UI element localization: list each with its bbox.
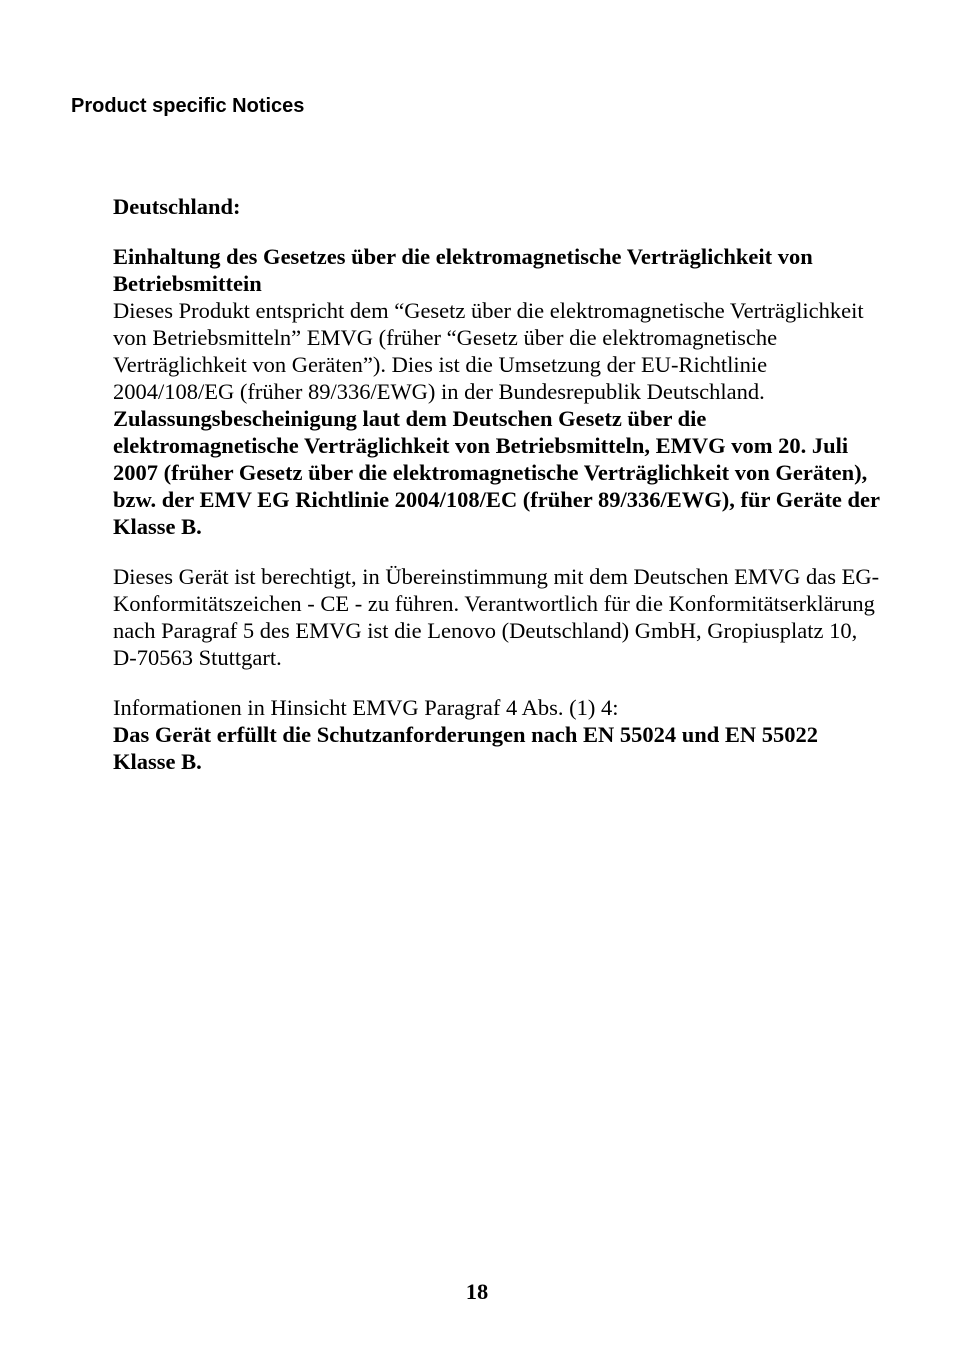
emc-compliance-body: Dieses Produkt entspricht dem “Gesetz über die elektromagnetische Verträglichkeit von Betriebsmitteln” EMVG (früher “Gesetz über die elektromagnetische Verträglichkeit von Geräten”). Dies ist die Umsetzung der EU-Richtlinie 2004/108/EG (früher 89/336/EWG) in der Bundesrepublik Deutschland.	[113, 298, 864, 404]
ce-marking-paragraph: Dieses Gerät ist berechtigt, in Übereinstimmung mit dem Deutschen EMVG das EG-Konformitätszeichen - CE - zu führen. Verantwortlich für die Konformitätserklärung nach Paragraf 5 des EMVG ist die Lenovo (Deutschland) GmbH, Gropiusplatz 10, D-70563 Stuttgart.	[113, 564, 880, 670]
section-title: Product specific Notices	[71, 95, 305, 117]
protection-requirements-statement: Das Gerät erfüllt die Schutzanforderungen nach EN 55024 und EN 55022 Klasse B.	[113, 722, 819, 774]
country-heading: Deutschland:	[113, 194, 241, 219]
page-number: 18	[465, 1279, 489, 1304]
emc-compliance-heading: Einhaltung des Gesetzes über die elektromagnetische Verträglichkeit von Betriebsmittein	[113, 244, 813, 296]
notice-content	[113, 193, 883, 775]
approval-statement: Zulassungsbescheinigung laut dem Deutschen Gesetz über die elektromagnetische Verträglichkeit von Betriebsmitteln, EMVG vom 20. Juli 2007 (früher Gesetz über die elektromagnetische Verträglichkeit von Geräten), bzw. der EMV EG Richtlinie 2004/108/EC (früher 89/336/EWG), für Geräte der Klasse B.	[113, 406, 880, 539]
emvg-info-line: Informationen in Hinsicht EMVG Paragraf 4 Abs. (1) 4:	[113, 695, 619, 720]
